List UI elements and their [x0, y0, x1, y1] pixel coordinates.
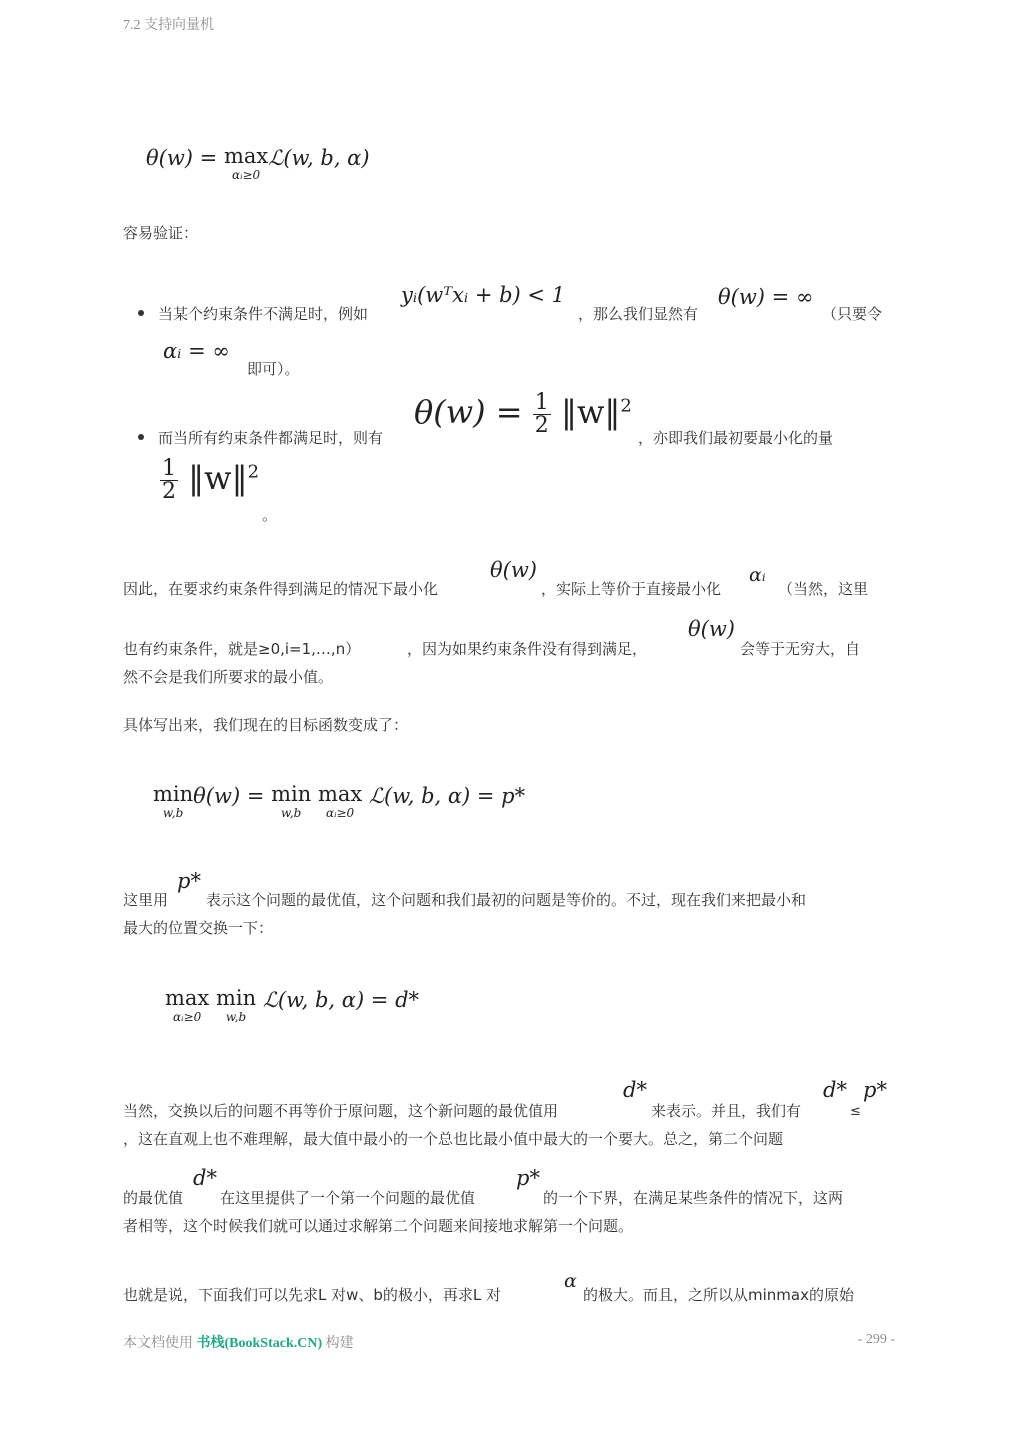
- para-therefore-7: 然不会是我们所要求的最小值。: [123, 668, 334, 686]
- para-therefore-3: （当然，这里: [778, 580, 869, 598]
- para-d-math-dstar: d*: [623, 1078, 647, 1102]
- bullet1-text-4: 即可）。: [247, 360, 300, 378]
- paragraph-objective: 具体写出来，我们现在的目标函数变成了：: [123, 716, 409, 734]
- equation-dual: max αᵢ≥0 min w,b ℒ(w, b, α) = d*: [165, 986, 420, 1024]
- bullet1-text-3: （只要令: [822, 305, 883, 323]
- bullet2-math-theta-half-norm: θ(w) = $\frac{1}{2}$ ‖w‖$^2$: [414, 390, 632, 438]
- running-header: 7.2 支持向量机: [123, 18, 214, 33]
- para-d-math-pstar: p*: [863, 1078, 887, 1102]
- para-therefore-math-theta-2: θ(w): [688, 617, 736, 641]
- para-last-2: 的极大。而且，之所以从minmax的原始: [583, 1286, 854, 1304]
- equation-primal: min w,b θ(w) = min w,b max αᵢ≥0 ℒ(w, b, α) = p*: [153, 782, 526, 820]
- para-p-math-pstar: p*: [177, 869, 201, 893]
- para-therefore-6: 会等于无穷大，自: [740, 640, 861, 658]
- bullet1-math-alpha-inf: αᵢ = ∞: [163, 339, 230, 363]
- bullet-marker: [138, 434, 144, 440]
- bullet2-text-1: 而当所有约束条件都满足时，则有: [158, 429, 384, 447]
- para-d-8: 者相等，这个时候我们就可以通过求解第二个问题来间接地求解第一个问题。: [123, 1217, 634, 1235]
- para-last-math-alpha: α: [564, 1270, 577, 1292]
- para-d-5: 的最优值: [123, 1189, 184, 1207]
- para-therefore-5: ，因为如果约束条件没有得到满足，: [407, 640, 648, 658]
- para-d-7: 的一个下界，在满足某些条件的情况下，这两: [543, 1189, 844, 1207]
- para-d-2: 来表示。并且，我们有: [651, 1102, 802, 1120]
- para-d-6: 在这里提供了一个第一个问题的最优值: [220, 1189, 476, 1207]
- para-p-3: 最大的位置交换一下：: [123, 919, 274, 937]
- para-d-math-dstar-3: d*: [193, 1166, 217, 1190]
- para-therefore-2: ，实际上等价于直接最小化: [541, 580, 722, 598]
- para-therefore-math-theta: θ(w): [490, 558, 538, 582]
- bullet2-math-half-norm: $\frac{1}{2}$ ‖w‖$^2$: [162, 456, 260, 504]
- para-d-leq: ≤: [850, 1104, 861, 1119]
- para-d-math-pstar-2: p*: [516, 1166, 540, 1190]
- para-last-1: 也就是说，下面我们可以先求L 对w、b的极小，再求L 对: [123, 1286, 502, 1304]
- para-p-1: 这里用: [123, 891, 169, 909]
- para-therefore-4: 也有约束条件，就是≥0,i=1,…,n）: [123, 640, 361, 658]
- para-d-math-dstar-2: d*: [823, 1078, 847, 1102]
- paragraph-easy-verify: 容易验证：: [123, 224, 199, 242]
- bullet2-text-3: 。: [262, 506, 278, 524]
- para-p-2: 表示这个问题的最优值，这个问题和我们最初的问题是等价的。不过，现在我们来把最小和: [206, 891, 807, 909]
- bullet1-math-constraint: yᵢ(wᵀxᵢ + b) < 1: [401, 283, 566, 307]
- para-d-1: 当然，交换以后的问题不再等价于原问题，这个新问题的最优值用: [123, 1102, 559, 1120]
- page-number: - 299 -: [857, 1332, 895, 1347]
- para-d-4: ，这在直观上也不难理解，最大值中最小的一个总也比最小值中最大的一个要大。总之，第二个问题: [123, 1130, 784, 1148]
- bullet1-text-1: 当某个约束条件不满足时，例如: [158, 305, 369, 323]
- para-therefore-math-alpha: αᵢ: [749, 564, 766, 586]
- bullet1-text-2: ，那么我们显然有: [578, 305, 699, 323]
- bullet1-math-theta-inf: θ(w) = ∞: [718, 285, 814, 309]
- para-therefore-1: 因此，在要求约束条件得到满足的情况下最小化: [123, 580, 439, 598]
- footer-credit: 本文档使用 书栈(BookStack.CN) 构建: [123, 1336, 354, 1351]
- bullet-marker: [138, 310, 144, 316]
- bullet2-text-2: ，亦即我们最初要最小化的量: [638, 429, 834, 447]
- equation-theta-definition: θ(w) = max αᵢ≥0 ℒ(w, b, α): [146, 144, 370, 182]
- bookstack-link[interactable]: 书栈(BookStack.CN): [196, 1336, 323, 1351]
